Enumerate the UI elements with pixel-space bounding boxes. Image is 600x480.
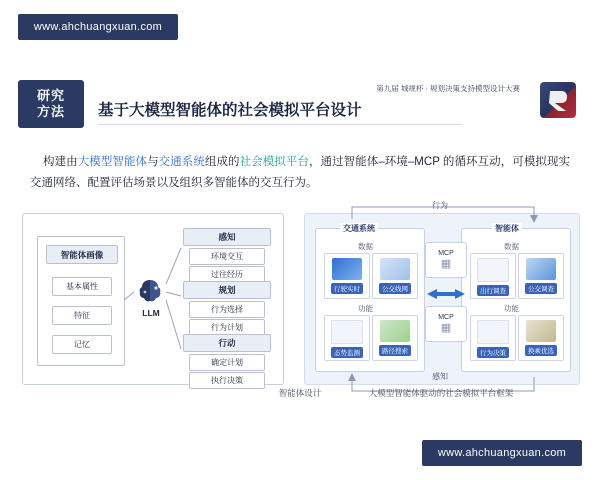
perception-flow-label: 感知: [432, 372, 448, 381]
watermark-bottom-right: [422, 440, 582, 466]
agent-data-tile-1-label: 公交调查: [525, 283, 557, 294]
para-seg1: 构建由: [43, 156, 78, 168]
slide-header: [18, 80, 582, 134]
agent-data-tile-0-label: 出行调查: [477, 285, 509, 296]
platform-framework-panel: [304, 213, 580, 385]
traffic-func-tile-0-label: 态势监测: [331, 347, 363, 358]
mcp-bottom-icon: ▦: [440, 322, 452, 334]
agent-func-label: 功能: [504, 304, 519, 313]
para-seg3: 与: [147, 156, 159, 168]
framework-caption: 大模型智能体驱动的社会模拟平台框架: [368, 388, 514, 398]
action-item-0: 确定计划: [189, 354, 265, 371]
traffic-data-tile-1-label: 公交线网: [379, 283, 411, 294]
section-badge: [18, 80, 84, 128]
para-seg5: 组成的: [204, 156, 240, 168]
section-badge-line2: 方法: [36, 104, 65, 119]
agent-design-panel: [22, 213, 284, 385]
para-seg2: 大模型智能体: [77, 156, 148, 168]
planning-item-0: 行为选择: [189, 301, 265, 318]
agent-data-label: 数据: [504, 242, 519, 251]
mcp-bottom-label: MCP: [438, 314, 454, 321]
planning-item-1: 行为计划: [189, 319, 265, 336]
left-panel-connectors: [23, 214, 283, 384]
llm-label: LLM: [142, 308, 160, 318]
behavior-flow-label: 行为: [432, 201, 448, 210]
planning-title: 规划: [183, 281, 271, 299]
agent-func-tile-0-label: 行为决策: [477, 347, 509, 358]
mcp-top-icon: ▦: [440, 258, 452, 270]
agent-portrait-item-1: 特征: [52, 306, 112, 325]
traffic-func-tile-1-label: 路径搜索: [379, 345, 411, 356]
traffic-data-tile-0-label: 行驶实时: [331, 283, 363, 294]
agent-system-title: 智能体: [492, 223, 522, 234]
traffic-data-label: 数据: [358, 242, 373, 251]
page-title: 基于大模型智能体的社会模拟平台设计: [98, 102, 362, 119]
agent-design-caption: 智能体设计: [278, 388, 322, 398]
event-name: 第九届 城规杯 · 规划决策支持模型设计大赛: [376, 84, 520, 93]
figure-area: [22, 201, 578, 405]
perception-item-1: 过往经历: [189, 266, 265, 283]
para-seg6: 社会模拟平台: [239, 156, 309, 168]
watermark-top-left-text: www.ahchuangxuan.com: [33, 21, 163, 33]
action-title: 行动: [183, 334, 271, 352]
traffic-system-title: 交通系统: [340, 223, 378, 234]
mcp-top-label: MCP: [438, 250, 454, 257]
watermark-bottom-right-text: www.ahchuangxuan.com: [437, 447, 567, 459]
agent-portrait-title: 智能体画像: [46, 245, 118, 264]
section-badge-line1: 研究: [36, 87, 65, 103]
agent-portrait-item-2: 记忆: [52, 335, 112, 354]
perception-item-0: 环境交互: [189, 248, 265, 265]
competition-logo-icon: [540, 82, 576, 118]
agent-portrait-item-0: 基本属性: [52, 277, 112, 296]
perception-title: 感知: [183, 228, 271, 246]
traffic-func-label: 功能: [358, 304, 373, 313]
action-item-1: 执行决策: [189, 372, 265, 389]
agent-func-tile-1-label: 换乘优选: [525, 345, 557, 356]
body-paragraph: [30, 152, 570, 195]
header-divider: [98, 124, 462, 125]
exchange-arrow-icon: [305, 214, 579, 384]
para-seg7: ，通过智能体–环境–MCP 的循环互动，可模拟现实交通网络、配置评估场景以及组织多智能体的交互行为。: [30, 156, 571, 190]
watermark-top-left: [18, 14, 178, 40]
para-seg4: 交通系统: [158, 156, 205, 168]
